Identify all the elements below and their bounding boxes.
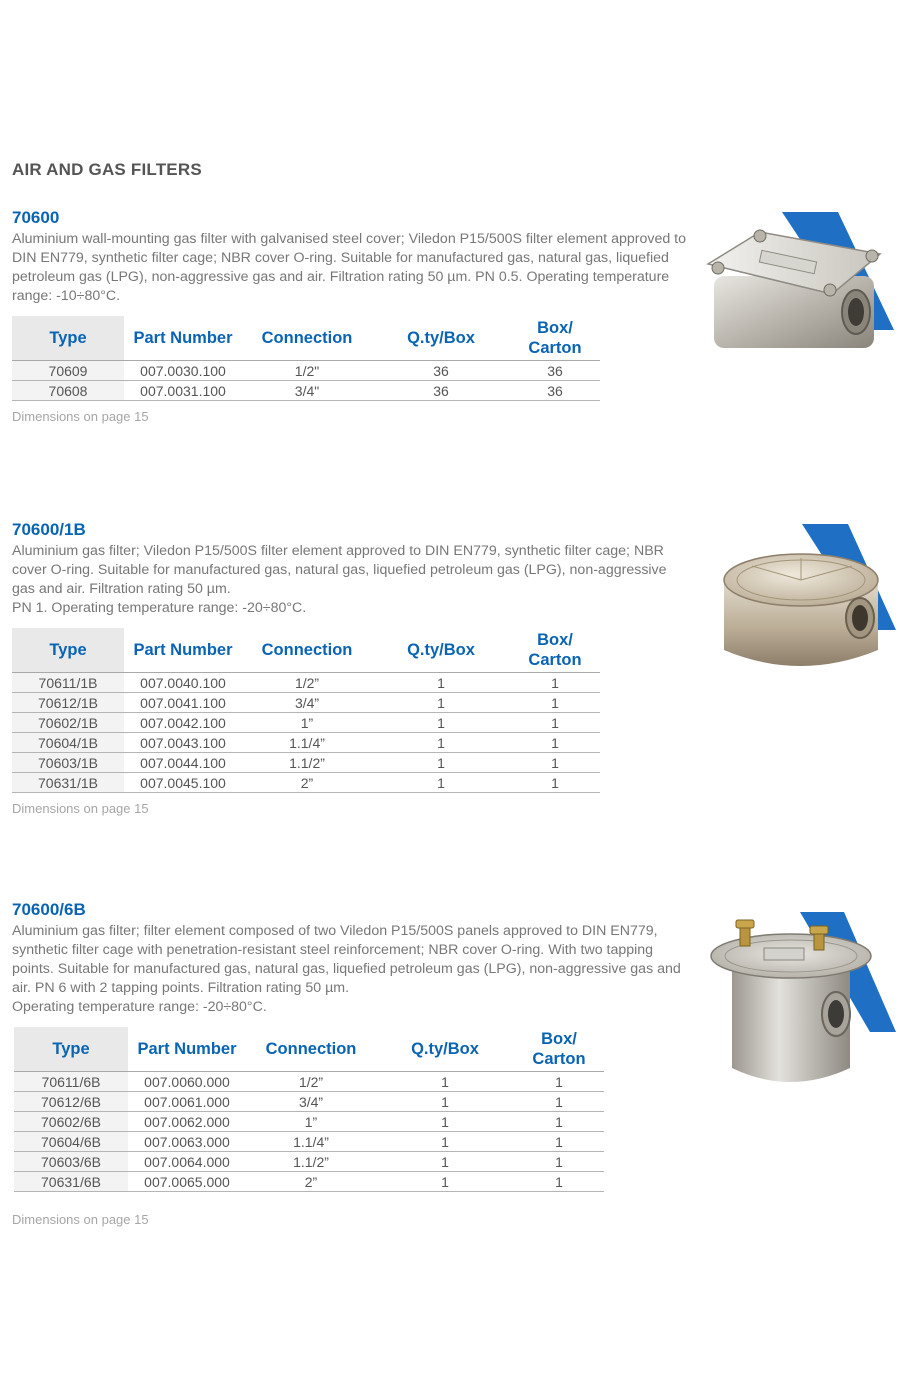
cell-connection: 1.1/2” xyxy=(242,753,372,773)
cell-box-carton: 1 xyxy=(510,773,600,793)
cell-qty-box: 1 xyxy=(372,673,510,693)
product-code: 70600/1B xyxy=(12,520,86,539)
cell-part-number: 007.0031.100 xyxy=(124,381,242,401)
cell-type: 70603/6B xyxy=(14,1152,128,1172)
cell-part-number: 007.0043.100 xyxy=(124,733,242,753)
cell-connection: 2” xyxy=(242,773,372,793)
cell-part-number: 007.0063.000 xyxy=(128,1132,246,1152)
cell-part-number: 007.0062.000 xyxy=(128,1112,246,1132)
spec-table xyxy=(14,1027,604,1192)
cell-type: 70602/6B xyxy=(14,1112,128,1132)
box-carton-line1: Box/ xyxy=(541,1030,577,1048)
cell-qty-box: 1 xyxy=(372,773,510,793)
cell-qty-box: 1 xyxy=(376,1072,514,1092)
page-title: AIR AND GAS FILTERS xyxy=(12,160,202,179)
column-header-connection: Connection xyxy=(246,1027,376,1072)
column-header-type: Type xyxy=(14,1027,128,1072)
cell-type: 70603/1B xyxy=(12,753,124,773)
box-carton-line2: Carton xyxy=(528,339,582,357)
cell-connection: 1/2" xyxy=(242,361,372,381)
dimensions-note: Dimensions on page 15 xyxy=(12,1212,149,1227)
product-code: 70600/6B xyxy=(12,900,86,919)
cell-qty-box: 1 xyxy=(376,1112,514,1132)
table-row xyxy=(12,773,600,793)
cell-type: 70604/1B xyxy=(12,733,124,753)
table-row xyxy=(14,1072,604,1092)
cell-box-carton: 1 xyxy=(514,1072,604,1092)
cell-connection: 1.1/2” xyxy=(246,1152,376,1172)
cell-part-number: 007.0044.100 xyxy=(124,753,242,773)
column-header-part-number: Part Number xyxy=(124,628,242,673)
cell-box-carton: 1 xyxy=(514,1112,604,1132)
cell-connection: 3/4" xyxy=(242,381,372,401)
cell-part-number: 007.0042.100 xyxy=(124,713,242,733)
dimensions-note: Dimensions on page 15 xyxy=(12,801,149,816)
product-description xyxy=(12,542,692,618)
cell-connection: 1/2” xyxy=(246,1072,376,1092)
description-paragraph: Operating temperature range: -20÷80°C. xyxy=(12,999,267,1015)
table-row xyxy=(14,1132,604,1152)
cell-part-number: 007.0061.000 xyxy=(128,1092,246,1112)
cell-qty-box: 36 xyxy=(372,361,510,381)
column-header-qty-box: Q.ty/Box xyxy=(372,628,510,673)
table-header-row xyxy=(12,628,600,673)
tapping-point-right xyxy=(814,932,824,950)
cell-connection: 3/4” xyxy=(246,1092,376,1112)
cell-qty-box: 36 xyxy=(372,381,510,401)
cell-box-carton: 1 xyxy=(514,1092,604,1112)
cell-box-carton: 1 xyxy=(514,1172,604,1192)
cell-part-number: 007.0065.000 xyxy=(128,1172,246,1192)
description-paragraph: PN 1. Operating temperature range: -20÷80°C. xyxy=(12,600,307,616)
column-header-part-number: Part Number xyxy=(128,1027,246,1072)
cell-type: 70609 xyxy=(12,361,124,381)
table-row xyxy=(12,361,600,381)
column-header-qty-box: Q.ty/Box xyxy=(376,1027,514,1072)
spec-table xyxy=(12,628,600,793)
table-row xyxy=(14,1112,604,1132)
cell-box-carton: 1 xyxy=(514,1152,604,1172)
column-header-part-number: Part Number xyxy=(124,316,242,361)
cell-part-number: 007.0041.100 xyxy=(124,693,242,713)
cell-box-carton: 1 xyxy=(510,753,600,773)
cell-qty-box: 1 xyxy=(372,733,510,753)
description-paragraph: Aluminium gas filter; filter element composed of two Viledon P15/500S panels approved to DIN EN779, synthetic filter cage with penetration-resistant steel reinforcement; NBR cover O-ring. With two tapping points. Suitable for manufactured gas, natural gas, liquefied petroleum gas (LPG), non-aggressive gas and air. PN 6 with 2 tapping points. Filtration rating 50 µm. xyxy=(12,923,681,996)
cell-box-carton: 36 xyxy=(510,381,600,401)
cell-box-carton: 1 xyxy=(510,693,600,713)
cell-connection: 1” xyxy=(242,713,372,733)
product-description xyxy=(12,230,692,306)
table-row xyxy=(12,693,600,713)
cell-connection: 1/2” xyxy=(242,673,372,693)
cell-connection: 1.1/4” xyxy=(242,733,372,753)
cell-qty-box: 1 xyxy=(376,1152,514,1172)
product-description xyxy=(12,922,692,1017)
spec-table xyxy=(12,316,600,401)
column-header-connection: Connection xyxy=(242,316,372,361)
cell-qty-box: 1 xyxy=(376,1092,514,1112)
description-paragraph: Aluminium wall-mounting gas filter with galvanised steel cover; Viledon P15/500S filter element approved to DIN EN779, synthetic filter cage; NBR cover O-ring. Suitable for manufactured gas, natural gas, liquefied petroleum gas (LPG), non-aggressive gas and air. Filtration rating 50 µm. PN 0.5. Operating temperature range: -10÷80°C. xyxy=(12,231,687,304)
cell-qty-box: 1 xyxy=(372,713,510,733)
cell-qty-box: 1 xyxy=(372,693,510,713)
cell-type: 70631/6B xyxy=(14,1172,128,1192)
cell-box-carton: 1 xyxy=(510,713,600,733)
cell-part-number: 007.0064.000 xyxy=(128,1152,246,1172)
cell-box-carton: 36 xyxy=(510,361,600,381)
dimensions-note: Dimensions on page 15 xyxy=(12,409,149,424)
table-row xyxy=(14,1152,604,1172)
column-header-box-carton xyxy=(510,628,600,673)
cell-type: 70611/6B xyxy=(14,1072,128,1092)
column-header-type: Type xyxy=(12,316,124,361)
column-header-qty-box: Q.ty/Box xyxy=(372,316,510,361)
gas-filter-1b-image xyxy=(712,522,896,682)
cell-connection: 2” xyxy=(246,1172,376,1192)
table-row xyxy=(14,1092,604,1112)
table-row xyxy=(12,733,600,753)
cell-box-carton: 1 xyxy=(510,733,600,753)
product-code: 70600 xyxy=(12,208,60,227)
cell-connection: 1.1/4” xyxy=(246,1132,376,1152)
cell-type: 70602/1B xyxy=(12,713,124,733)
cell-box-carton: 1 xyxy=(510,673,600,693)
cell-part-number: 007.0030.100 xyxy=(124,361,242,381)
box-carton-line1: Box/ xyxy=(537,631,573,649)
cell-box-carton: 1 xyxy=(514,1132,604,1152)
cell-type: 70611/1B xyxy=(12,673,124,693)
cell-part-number: 007.0045.100 xyxy=(124,773,242,793)
cell-connection: 1” xyxy=(246,1112,376,1132)
cell-part-number: 007.0040.100 xyxy=(124,673,242,693)
gas-filter-6b-image xyxy=(704,904,896,1094)
column-header-box-carton xyxy=(514,1027,604,1072)
cell-qty-box: 1 xyxy=(372,753,510,773)
cell-type: 70604/6B xyxy=(14,1132,128,1152)
wall-mount-gas-filter-image xyxy=(700,208,896,380)
table-row xyxy=(12,753,600,773)
table-row xyxy=(12,381,600,401)
cell-type: 70631/1B xyxy=(12,773,124,793)
box-carton-line2: Carton xyxy=(528,651,582,669)
cell-qty-box: 1 xyxy=(376,1172,514,1192)
cell-qty-box: 1 xyxy=(376,1132,514,1152)
box-carton-line1: Box/ xyxy=(537,319,573,337)
cell-type: 70608 xyxy=(12,381,124,401)
box-carton-line2: Carton xyxy=(532,1050,586,1068)
cell-part-number: 007.0060.000 xyxy=(128,1072,246,1092)
cell-type: 70612/1B xyxy=(12,693,124,713)
table-header-row xyxy=(14,1027,604,1072)
table-header-row xyxy=(12,316,600,361)
tapping-point-left xyxy=(740,926,750,946)
table-row xyxy=(12,713,600,733)
column-header-type: Type xyxy=(12,628,124,673)
description-paragraph: Aluminium gas filter; Viledon P15/500S filter element approved to DIN EN779, synthetic filter cage; NBR cover O-ring. Suitable for manufactured gas, natural gas, liquefied petroleum gas (LPG), non-aggressive gas and air. Filtration rating 50 µm. xyxy=(12,543,667,597)
column-header-box-carton xyxy=(510,316,600,361)
column-header-connection: Connection xyxy=(242,628,372,673)
table-row xyxy=(12,673,600,693)
cell-connection: 3/4” xyxy=(242,693,372,713)
table-row xyxy=(14,1172,604,1192)
cell-type: 70612/6B xyxy=(14,1092,128,1112)
